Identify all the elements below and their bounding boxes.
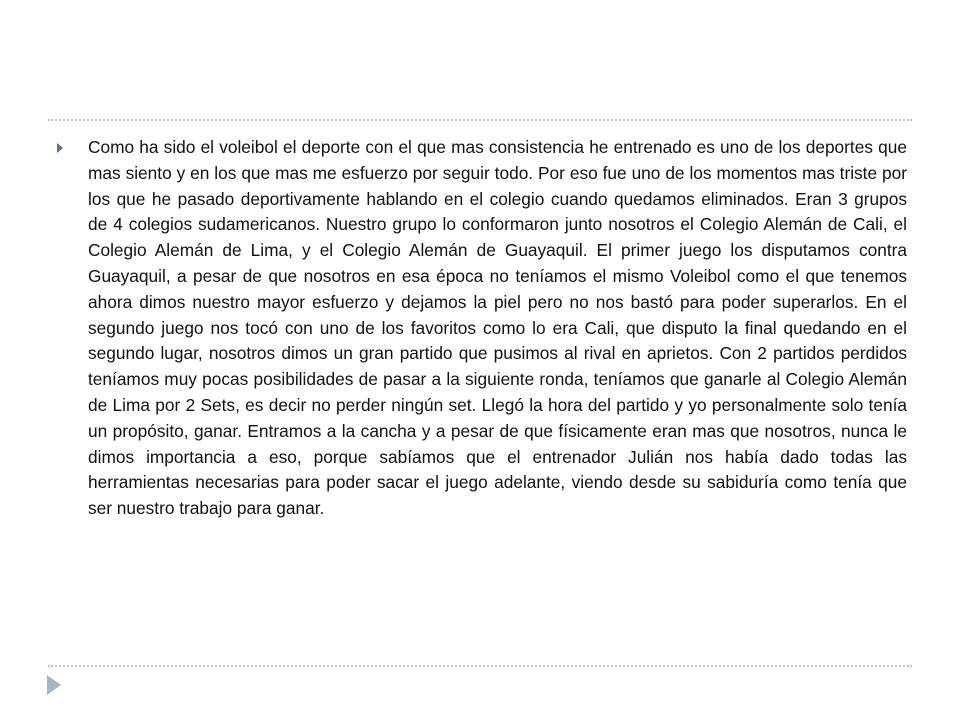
bullet-paragraph bbox=[57, 135, 907, 522]
body-text: Como ha sido el voleibol el deporte con el que mas consistencia he entrenado es uno de los deportes que mas siento y en los que mas me esfuerzo por seguir todo. Por eso fue uno de los momentos mas triste por los que he pasado deportivamente hablando en el colegio cuando quedamos eliminados. Eran 3 grupos de 4 colegios sudamericanos. Nuestro grupo lo conformaron junto nosotros el Colegio Alemán de Cali, el Colegio Alemán de Lima, y el Colegio Alemán de Guayaquil. El primer juego los disputamos contra Guayaquil, a pesar de que nosotros en esa época no teníamos el mismo Voleibol como el que tenemos ahora dimos nuestro mayor esfuerzo y dejamos la piel pero no nos bastó para poder superarlos. En el segundo juego nos tocó con uno de los favoritos como lo era Cali, que disputo la final quedando en el segundo lugar, nosotros dimos un gran partido que pusimos al rival en aprietos. Con 2 partidos perdidos teníamos muy pocas posibilidades de pasar a la siguiente ronda, teníamos que ganarle al Colegio Alemán de Lima por 2 Sets, es decir no perder ningún set. Llegó la hora del partido y yo personalmente solo tenía un propósito, ganar. Entramos a la cancha y a pesar de que físicamente eran mas que nosotros, nunca le dimos importancia a eso, porque sabíamos que el entrenador Julián nos había dado todas las herramientas necesarias para poder sacar el juego adelante, viendo desde su sabiduría como tenía que ser nuestro trabajo para ganar. bbox=[88, 137, 907, 519]
next-slide-arrow-icon[interactable] bbox=[47, 675, 61, 695]
top-divider bbox=[48, 119, 912, 121]
triangle-bullet-icon bbox=[57, 143, 63, 153]
bottom-divider bbox=[48, 665, 912, 667]
